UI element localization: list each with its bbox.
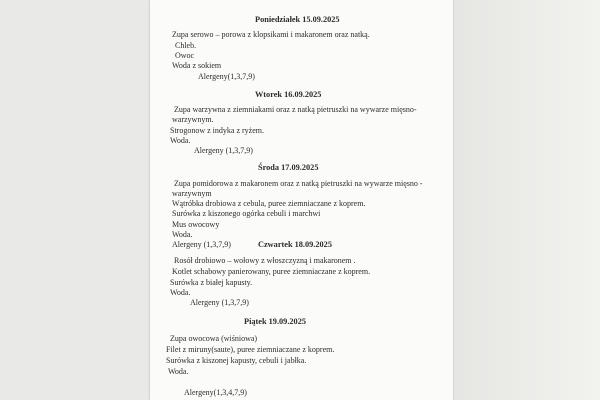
day-title-monday: Poniedziałek 15.09.2025 xyxy=(255,15,340,24)
menu-line: Owoc xyxy=(175,51,195,60)
menu-line: Kotlet schabowy panierowany, puree ziemniaczane z koprem. xyxy=(172,267,371,276)
menu-line: Wątróbka drobiowa z cebula, puree ziemniaczane z koprem. xyxy=(172,199,366,208)
menu-line: warzywnym xyxy=(172,189,212,198)
menu-line: Chleb. xyxy=(175,41,197,50)
menu-line: Mus owocowy xyxy=(172,220,220,229)
day-title-thursday: Czwartek 18.09.2025 xyxy=(258,240,332,249)
menu-line: Zupa pomidorowa z makaronem oraz z natką pietruszki na wywarze mięsno - xyxy=(174,179,423,188)
allergens-line: Alergeny (1,3,7,9) xyxy=(194,146,253,155)
menu-line: Woda. xyxy=(172,230,193,239)
day-title-tuesday: Wtorek 16.09.2025 xyxy=(255,90,322,99)
allergens-line: Alergeny(1,3,7,9) xyxy=(198,72,255,81)
menu-line: Zupa owocowa (wiśniowa) xyxy=(170,334,258,343)
menu-line: Surówka z białej kapusty. xyxy=(170,278,253,287)
menu-line: Strogonow z indyka z ryżem. xyxy=(170,126,264,135)
day-title-friday: Piątek 19.09.2025 xyxy=(244,317,306,326)
menu-line: Woda. xyxy=(170,288,191,297)
menu-line: Surówka z kiszonego ogórka cebuli i marchwi xyxy=(172,209,321,218)
menu-line: warzywnym. xyxy=(172,115,214,124)
menu-line: Zupa serowo – porowa z klopsikami i makaronem oraz natką. xyxy=(172,30,370,39)
allergens-line: Alergeny (1,3,7,9) xyxy=(190,298,249,307)
menu-line: Woda z sokiem xyxy=(172,61,222,70)
menu-line: Woda. xyxy=(168,367,189,376)
menu-line: Filet z miruny(saute), puree ziemniaczane z koprem. xyxy=(166,345,335,354)
menu-line: Woda. xyxy=(170,136,191,145)
day-title-wednesday: Środa 17.09.2025 xyxy=(258,163,319,172)
menu-line: Zupa warzywna z ziemniakami oraz z natką pietruszki na wywarze mięsno- xyxy=(174,105,417,114)
menu-line: Rosół drobiowo – wołowy z włoszczyzną i makaronem . xyxy=(174,256,356,265)
allergens-line: Alergeny(1,3,4,7,9) xyxy=(184,388,247,397)
menu-line: Surówka z kiszonej kapusty, cebuli i jabłka. xyxy=(166,356,307,365)
allergens-line: Alergeny (1,3,7,9) xyxy=(172,240,231,249)
